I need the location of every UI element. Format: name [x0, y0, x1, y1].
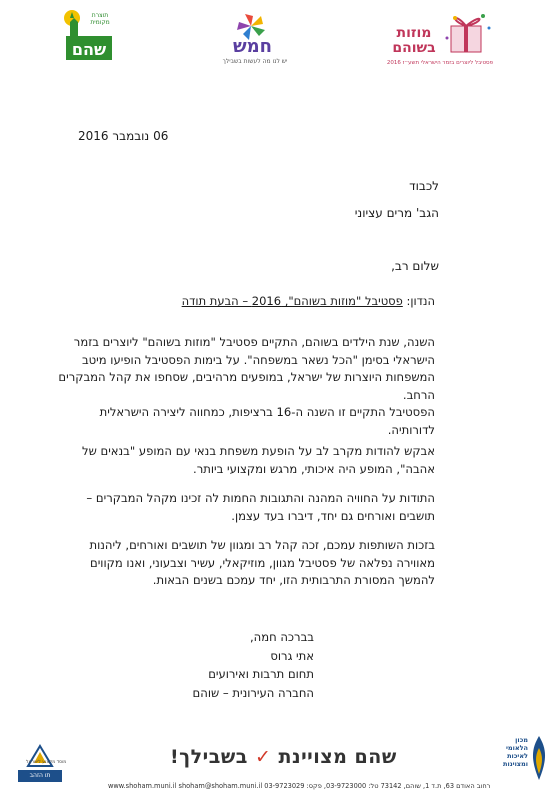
- shoham-logo: [60, 8, 118, 64]
- paragraph-line: המשפחות היוצרות של ישראל, במופעים מרהיבים, שסחפו את קהל המבקרים: [58, 370, 435, 385]
- quality-line: ומצוינות: [503, 760, 528, 768]
- paragraph-line: אהבה", המופע היה איכותי, מרגש ומקצועי ביותר.: [193, 461, 435, 476]
- quality-institute-logo: [480, 728, 550, 790]
- paragraph-line: התודות על החוויה המהנה והתגובות החמות לה זכינו מקהל המבקרים –: [86, 491, 435, 505]
- letter-date: 06 נובמבר 2016: [78, 129, 169, 143]
- paragraph-4: [35, 537, 435, 590]
- paragraph-line: אבקש להודות מקרב לב על הופעת משפחת בנאי עם המופע "בנאים של: [82, 444, 435, 458]
- paragraph-line: הפסטיבל התקיים זו השנה ה-16 ברציפות, כמחווה ליצירה הישראלית: [99, 405, 435, 420]
- triangle-icon: [18, 744, 67, 770]
- paragraph-line: לדורותיה.: [387, 422, 435, 437]
- shoham-logo-top-text: תוצרת מקומית: [90, 12, 110, 26]
- subject-line: [182, 293, 435, 311]
- gold-seal-small-text: מוסד מקצוע לישראל: [26, 760, 67, 765]
- footer-slogan: [170, 746, 397, 768]
- signature-closing: בברכה חמה,: [249, 630, 314, 644]
- signature-org: החברה העירונית – שוהם: [192, 685, 314, 700]
- paragraph-line: תושבים ואורחים גם יחד, דיברו בעד עצמן.: [231, 508, 435, 523]
- paragraph-3: [35, 490, 435, 525]
- gold-seal-logo: [18, 744, 67, 790]
- muzot-logo: [385, 8, 495, 76]
- paragraph-line: הישראלי בסימן "הכל נשאר במשפחה". על בימות הפסטיבל הופיעו מיטב: [81, 352, 435, 367]
- paragraph-2: [35, 443, 435, 478]
- slogan-suffix: בשבילך!: [170, 746, 248, 768]
- quality-line: מכון: [515, 736, 528, 744]
- muzot-logo-subtitle: פסטיבל ליוצרים בזמר הישראלי תשע״ז 2016: [386, 60, 494, 66]
- gold-seal-label: תו הזהב: [18, 770, 62, 782]
- shoham-logo-word: שהם: [71, 40, 107, 59]
- paragraph-1: [35, 334, 435, 440]
- signature-name: אתי גרוס: [270, 648, 314, 663]
- quality-line: הלאומי: [506, 744, 528, 752]
- paragraph-line: להמשך המסורת התרבותית הזו, יחד עמכם בשנים הבאות.: [152, 573, 435, 588]
- signature-title: תחום תרבות ואירועים: [208, 667, 314, 681]
- flame-icon: [528, 734, 550, 784]
- subject-text: פסטיבל "מוזות בשוהם", 2016 – הבעת תודה: [181, 294, 403, 308]
- muzot-logo-title-line2: בשוהם: [392, 40, 436, 56]
- paragraph-line: הרחב.: [402, 387, 435, 402]
- to-label: לכבוד: [409, 179, 439, 193]
- greeting: שלום רב,: [391, 259, 439, 273]
- subject-label: הנדון:: [406, 294, 435, 308]
- quality-institute-text: [486, 736, 528, 768]
- muzot-logo-title: [385, 26, 443, 56]
- recipient-name: הגב' מרים עציוני: [354, 206, 439, 220]
- paragraph-line: מאווירה נפלאה של פסטיבל מגוון, מוזיקאלי, עשיר וצבעוני, ואנו מקווים: [90, 555, 435, 570]
- footer-address: רחוב האודם 63, ת.ד 1, שוהם, 73142 טל: 03-9723000, פקס: 03-9723029 www.shoham.muni.il shoham@shoham.muni.il: [108, 782, 491, 790]
- chamesh-logo: [205, 14, 295, 64]
- checkmark-icon: ✓: [254, 746, 272, 768]
- chamesh-logo-word: חמש: [233, 36, 273, 57]
- paragraph-line: בזכות השותפות עמכם, זכה קהל רב ומגוון של תושבים ואורחים, ליהנות: [89, 538, 435, 552]
- slogan-prefix: שהם מצויינת: [278, 746, 397, 768]
- signature-block: [193, 628, 314, 702]
- quality-line: לאיכות: [507, 752, 528, 760]
- muzot-logo-title-line1: מוזות: [396, 25, 432, 41]
- chamesh-logo-tagline: יש לנו מה לעשות בשבילך: [222, 58, 288, 65]
- paragraph-line: השנה, שנת הילדים בשוהם, התקיים פסטיבל "מוזות בשוהם" ליוצרים בזמר: [73, 335, 435, 349]
